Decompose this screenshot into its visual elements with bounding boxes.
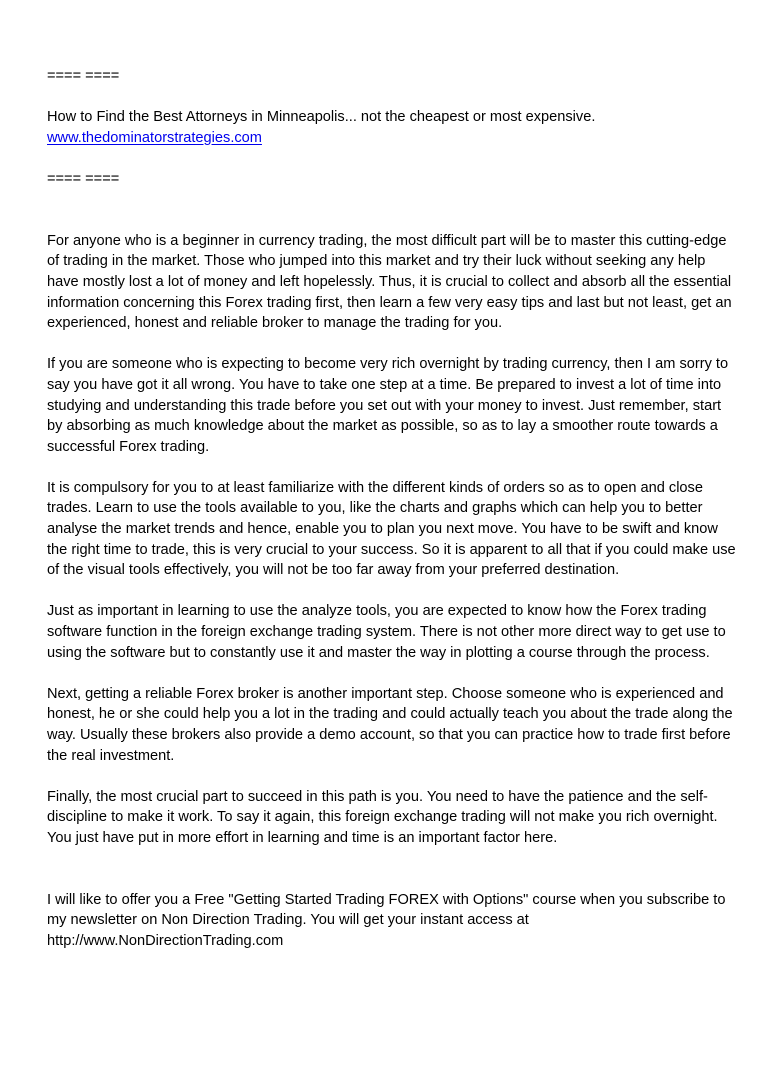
paragraph: Just as important in learning to use the analyze tools, you are expected to know how the Forex trading software function in the foreign exchange trading system. There is not other more direct way to get use to using the software but to constantly use it and master the way in plotting a course through the process.: [47, 603, 726, 661]
separator-bottom: ==== ====: [47, 170, 120, 187]
document-page: [47, 66, 737, 952]
paragraph: For anyone who is a beginner in currency trading, the most difficult part will be to master this cutting-edge of trading in the market. Those who jumped into this market and try their luck without seeking any help have mostly lost a lot of money and left hopelessly. Thus, it is crucial to collect and absorb all the essential information concerning this Forex trading first, then learn a few very easy tips and last but not least, get an experienced, honest and reliable broker to manage the trading for you.: [47, 232, 732, 332]
article-title: How to Find the Best Attorneys in Minneapolis... not the cheapest or most expensive.: [47, 109, 596, 126]
website-link[interactable]: www.thedominatorstrategies.com: [47, 129, 262, 146]
footer-offer: [47, 890, 737, 952]
footer-text: I will like to offer you a Free "Getting Started Trading FOREX with Options" course when you subscribe to my newsletter on Non Direction Trading. You will get your instant access at http://www.NonDirectionTrading.com: [47, 891, 726, 949]
header-block: [47, 107, 737, 148]
paragraph: Next, getting a reliable Forex broker is another important step. Choose someone who is experienced and honest, he or she could help you a lot in the trading and could actually teach you about the trade along the way. Usually these brokers also provide a demo account, so that you can practice how to trade first before the real investment.: [47, 685, 733, 764]
separator-top: ==== ====: [47, 68, 120, 84]
paragraph: It is compulsory for you to at least familiarize with the different kinds of orders so as to open and close trades. Learn to use the tools available to you, like the charts and graphs which can help you to better analyse the market trends and hence, enable you to plan you next move. You have to be swift and know the right time to trade, this is very crucial to your success. So it is apparent to all that if you could make use of the visual tools effectively, you will not be too far away from your preferred destination.: [47, 479, 736, 579]
paragraph: Finally, the most crucial part to succeed in this path is you. You need to have the patience and the self-discipline to make it work. To say it again, this foreign exchange trading will not make you rich overnight. You just have put in more effort in learning and time is an important factor here.: [47, 788, 718, 846]
paragraph: If you are someone who is expecting to become very rich overnight by trading currency, then I am sorry to say you have got it all wrong. You have to take one step at a time. Be prepared to invest a lot of time into studying and understanding this trade before you set out with your money to invest. Just remember, start by absorbing as much knowledge about the market as possible, so as to lay a smoother route towards a successful Forex trading.: [47, 356, 729, 455]
article-body: [47, 231, 737, 849]
